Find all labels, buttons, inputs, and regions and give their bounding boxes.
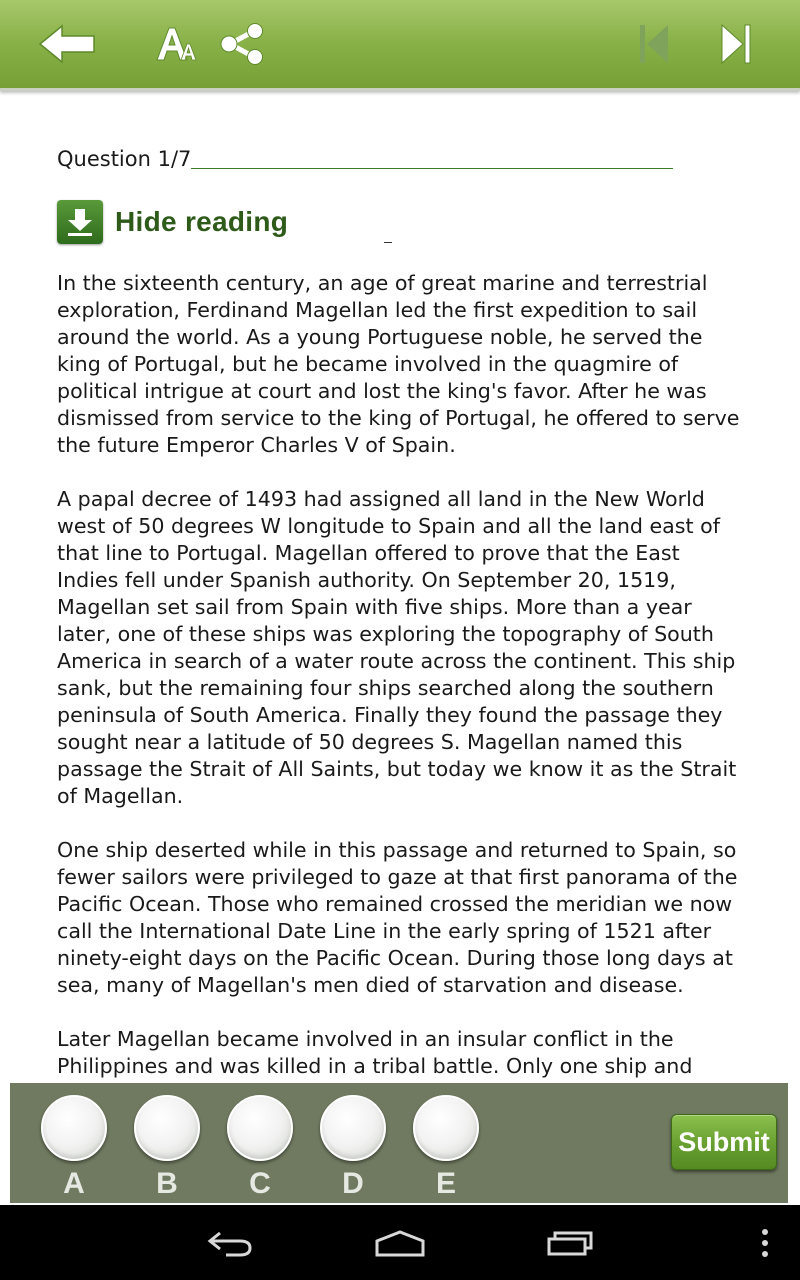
answer-panel bbox=[10, 1083, 788, 1203]
next-icon bbox=[719, 22, 753, 66]
next-question-button[interactable] bbox=[708, 14, 764, 74]
home-icon bbox=[374, 1229, 426, 1257]
previous-icon bbox=[637, 22, 671, 66]
question-content bbox=[57, 100, 747, 1076]
overflow-menu-icon bbox=[760, 1228, 770, 1258]
font-size-icon bbox=[154, 24, 198, 64]
option-a-label: A bbox=[63, 1167, 85, 1200]
question-counter: Question 1/7 bbox=[57, 147, 192, 171]
option-c-radio[interactable] bbox=[227, 1095, 293, 1161]
hide-reading-toggle[interactable] bbox=[57, 200, 288, 244]
font-size-button[interactable] bbox=[148, 14, 204, 74]
option-d-label: D bbox=[342, 1167, 364, 1200]
option-c-label: C bbox=[249, 1167, 271, 1200]
back-arrow-icon bbox=[38, 23, 98, 65]
share-button[interactable] bbox=[214, 14, 270, 74]
back-icon bbox=[206, 1229, 254, 1257]
system-recent-apps-button[interactable] bbox=[530, 1205, 610, 1280]
option-b-label: B bbox=[156, 1167, 178, 1200]
system-back-button[interactable] bbox=[190, 1205, 270, 1280]
option-b-radio[interactable] bbox=[134, 1095, 200, 1161]
back-button[interactable] bbox=[30, 14, 106, 74]
option-e-radio[interactable] bbox=[413, 1095, 479, 1161]
passage-paragraph: One ship deserted while in this passage and returned to Spain, so fewer sailors were privileged to gaze at that first panorama of the Pacific Ocean. Those who remained crossed the meridian we now call the International Date Line in the early spring of 1521 after ninety-eight days on the Pacific Ocean. During those long days at sea, many of Magellan's men died of starvation and disease. bbox=[57, 838, 738, 997]
system-overflow-menu-button[interactable] bbox=[745, 1205, 785, 1280]
passage-paragraph: Later Magellan became involved in an insular conflict in the Philippines and was killed in a tribal battle. Only one ship and bbox=[57, 1027, 693, 1078]
option-c[interactable] bbox=[227, 1095, 293, 1201]
share-icon bbox=[218, 22, 266, 66]
passage-paragraph: A papal decree of 1493 had assigned all land in the New World west of 50 degrees W longitude to Spain and all the land east of that line to Portugal. Magellan offered to prove that the East Indies fell under Spanish authority. On September 20, 1519, Magellan set sail from Spain with five ships. More than a year later, one of these ships was exploring the topography of South America in search of a water route across the continent. This ship sank, but the remaining four ships searched along the southern peninsula of South America. Finally they found the passage they sought near a latitude of 50 degrees S. Magellan named this passage the Strait of All Saints, but today we know it as the Strait of Magellan. bbox=[57, 487, 737, 808]
submit-button[interactable]: Submit bbox=[671, 1114, 777, 1170]
option-e[interactable] bbox=[413, 1095, 479, 1201]
option-e-label: E bbox=[435, 1167, 456, 1200]
download-arrow-icon bbox=[57, 200, 103, 244]
option-d-radio[interactable] bbox=[320, 1095, 386, 1161]
question-header bbox=[57, 146, 673, 172]
previous-question-button[interactable] bbox=[626, 14, 682, 74]
cursor-mark bbox=[384, 242, 392, 243]
system-nav-bar bbox=[0, 1205, 800, 1280]
recent-apps-icon bbox=[546, 1230, 594, 1256]
question-divider bbox=[191, 168, 673, 169]
hide-reading-label: Hide reading bbox=[115, 206, 289, 237]
reading-passage bbox=[57, 270, 747, 1134]
option-d[interactable] bbox=[320, 1095, 386, 1201]
top-toolbar bbox=[0, 0, 800, 91]
system-home-button[interactable] bbox=[360, 1205, 440, 1280]
option-a-radio[interactable] bbox=[41, 1095, 107, 1161]
option-b[interactable] bbox=[134, 1095, 200, 1201]
passage-paragraph: In the sixteenth century, an age of great marine and terrestrial exploration, Ferdinand Magellan led the first expedition to sail around the world. As a young Portuguese noble, he served the king of Portugal, but he became involved in the quagmire of political intrigue at court and lost the king's favor. After he was dismissed from service to the king of Portugal, he offered to serve the future Emperor Charles V of Spain. bbox=[57, 271, 740, 457]
option-a[interactable] bbox=[41, 1095, 107, 1201]
